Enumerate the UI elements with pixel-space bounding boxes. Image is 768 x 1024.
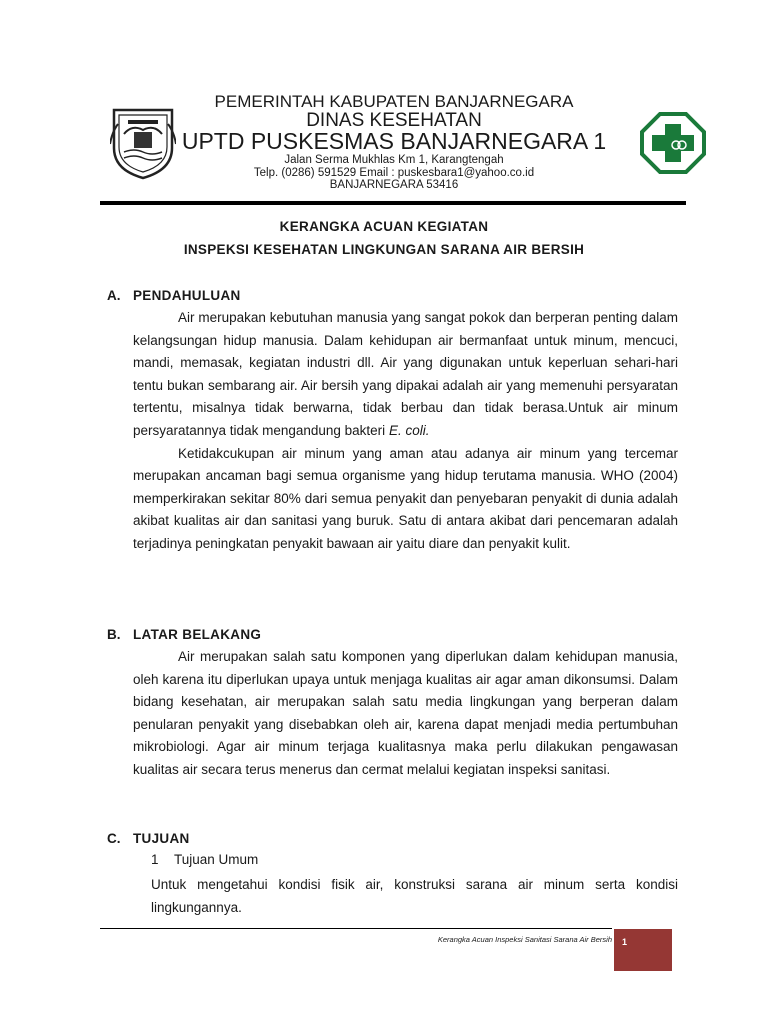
section-c-title: TUJUAN [133, 831, 190, 846]
unit-name: UPTD PUSKESMAS BANJARNEGARA 1 [181, 128, 607, 154]
section-b-body [133, 646, 678, 782]
section-b-title: LATAR BELAKANG [133, 627, 262, 642]
page-number-box [614, 929, 672, 971]
government-name: PEMERINTAH KABUPATEN BANJARNEGARA [214, 92, 574, 111]
address-line-3: BANJARNEGARA 53416 [329, 179, 459, 191]
subsection-body: Untuk mengetahui kondisi fisik air, konstruksi sarana air minum serta kondisi lingkungannya. [151, 877, 678, 915]
address-line-2: Telp. (0286) 591529 Email : puskesbara1@yahoo.co.id [253, 167, 535, 179]
section-a-title: PENDAHULUAN [133, 288, 241, 303]
subsection-number: 1 [151, 852, 159, 867]
department-name: DINAS KESEHATAN [306, 110, 482, 131]
section-c-letter: C. [107, 831, 121, 846]
paragraph-text: Air merupakan kebutuhan manusia yang sangat pokok dan berperan penting dalam kelangsungan hidup manusia. Dalam kehidupan air bermanfaat untuk minum, mencuci, mandi, memasak, kegiatan industri dll. Air yang digunakan untuk keperluan sehari-hari tentu bukan sembarang air. Air bersih yang dipakai adalah air yang memenuhi persyaratan tertentu, misalnya tidak berwarna, tidak berbau dan tidak berasa.Untuk air minum persyaratannya tidak mengandung bakteri [133, 310, 678, 438]
footer-text: Kerangka Acuan Inspeksi Sanitasi Sarana Air Bersih [437, 935, 612, 944]
document-title: KERANGKA ACUAN KEGIATAN [279, 219, 489, 234]
footer-divider [100, 928, 612, 929]
page-number: 1 [622, 937, 628, 947]
paragraph: Air merupakan salah satu komponen yang diperlukan dalam kehidupan manusia, oleh karena itu diperlukan upaya untuk menjaga kualitas air agar aman dikonsumsi. Dalam bidang kesehatan, air merupakan salah satu media lingkungan yang berperan dalam penularan penyakit yang disebabkan oleh air, karena dapat menjadi media pertumbuhan mikrobiologi. Agar air minum terjaga kualitasnya maka perlu dilakukan pengawasan kualitas air secara terus menerus dan cermat melalui kegiatan inspeksi sanitasi. [133, 649, 678, 777]
address-line-1: Jalan Serma Mukhlas Km 1, Karangtengah [284, 154, 504, 166]
section-a-letter: A. [107, 288, 121, 303]
section-b-letter: B. [107, 627, 121, 642]
paragraph [133, 307, 678, 443]
bacteria-name: E. coli. [388, 422, 430, 438]
header-divider [100, 201, 686, 205]
document-subtitle: INSPEKSI KESEHATAN LINGKUNGAN SARANA AIR BERSIH [183, 242, 585, 257]
subsection-title: Tujuan Umum [174, 852, 259, 867]
section-a-body [133, 307, 678, 556]
paragraph: Ketidakcukupan air minum yang aman atau adanya air minum yang tercemar merupakan ancaman bagi semua organisme yang hidup terutama manusia. WHO (2004) memperkirakan sekitar 80% dari semua penyakit dan penyebaran penyakit di dunia adalah akibat kualitas air dan sanitasi yang buruk. Satu di antara akibat dari pencemaran adalah terjadinya peningkatan penyakit bawaan air yaitu diare dan penyakit kulit. [133, 445, 678, 551]
